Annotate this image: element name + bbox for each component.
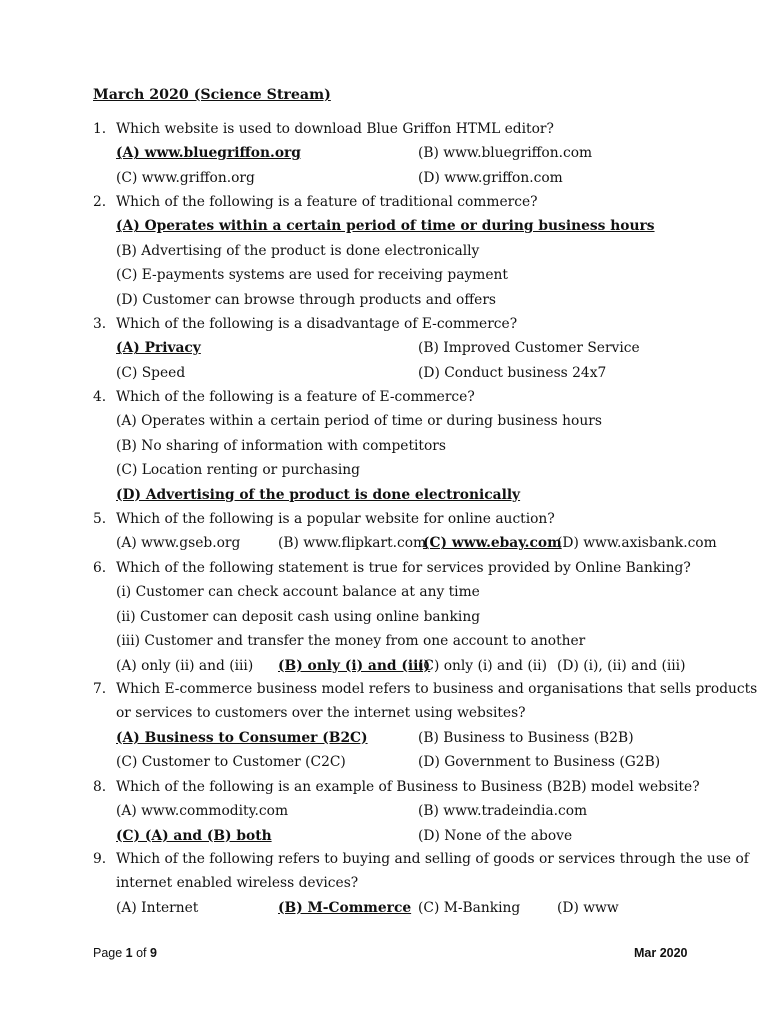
option-c: (C) Customer to Customer (C2C)	[116, 754, 346, 771]
option-a: (A) only (ii) and (iii)	[116, 657, 254, 674]
option-a-answer: (A) Privacy	[116, 340, 201, 357]
option-b: (B) No sharing of information with competitors	[116, 437, 446, 454]
option-a: (A) www.gseb.org	[116, 535, 241, 552]
option-c: (C) only (i) and (ii)	[418, 657, 547, 674]
option-b: (B) www.bluegriffon.com	[418, 145, 593, 162]
option-c-answer: (C) www.ebay.com	[423, 535, 562, 552]
option-b: (B) Business to Business (B2B)	[418, 729, 634, 746]
option-d: (D) Government to Business (G2B)	[418, 754, 661, 771]
question-text: Which E-commerce business model refers to business and organisations that sells products	[116, 681, 758, 697]
option-c-answer: (C) (A) and (B) both	[116, 827, 272, 844]
question-number: 8.	[93, 779, 107, 795]
question-number: 6.	[93, 560, 107, 576]
question-text: Which of the following is a popular website for online auction?	[116, 511, 555, 527]
question-text: Which of the following refers to buying and selling of goods or services through the use of	[116, 851, 749, 867]
question-text: Which of the following is a disadvantage of E-commerce?	[116, 316, 518, 332]
option-c: (C) Speed	[116, 364, 186, 381]
option-b-answer: (B) only (i) and (iii)	[278, 657, 431, 674]
option-a: (A) Operates within a certain period of time or during business hours	[116, 413, 602, 430]
question-text: Which of the following is a feature of traditional commerce?	[116, 194, 538, 210]
option-a-answer: (A) Operates within a certain period of time or during business hours	[116, 218, 655, 235]
question-7	[93, 677, 758, 775]
question-text: Which of the following is an example of Business to Business (B2B) model website?	[116, 779, 700, 795]
option-a-answer: (A) www.bluegriffon.org	[116, 145, 301, 162]
question-text-continued: or services to customers over the internet using websites?	[116, 705, 526, 722]
option-c: (C) Location renting or purchasing	[116, 462, 361, 479]
page-number	[93, 946, 157, 960]
option-d-answer: (D) Advertising of the product is done electronically	[116, 486, 521, 503]
option-a: (A) www.commodity.com	[116, 803, 289, 820]
question-number: 1.	[93, 121, 107, 137]
question-text: Which of the following is a feature of E-commerce?	[116, 389, 475, 405]
option-d: (D) Customer can browse through products and offers	[116, 291, 497, 308]
question-3	[93, 312, 723, 385]
option-a: (A) Internet	[116, 899, 199, 916]
section-heading: March 2020 (Science Stream)	[93, 87, 331, 103]
question-number: 4.	[93, 389, 107, 405]
question-number: 7.	[93, 681, 107, 697]
option-d: (D) www.axisbank.com	[557, 535, 717, 552]
page-of: of	[132, 946, 150, 960]
option-d: (D) Conduct business 24x7	[418, 364, 607, 381]
option-b-answer: (B) M-Commerce	[278, 899, 412, 916]
question-text: Which of the following statement is true for services provided by Online Banking?	[116, 560, 691, 576]
option-c: (C) E-payments systems are used for receiving payment	[116, 267, 508, 284]
page-prefix: Page	[93, 946, 126, 960]
option-d: (D) www	[557, 899, 619, 916]
statement-i: (i) Customer can check account balance at any time	[116, 584, 480, 601]
statement-ii: (ii) Customer can deposit cash using online banking	[116, 608, 481, 625]
question-6	[93, 556, 723, 678]
question-number: 5.	[93, 511, 107, 527]
question-1	[93, 117, 723, 190]
question-number: 3.	[93, 316, 107, 332]
question-text-continued: internet enabled wireless devices?	[116, 875, 359, 892]
option-d: (D) (i), (ii) and (iii)	[557, 657, 686, 674]
option-c: (C) www.griffon.org	[116, 169, 255, 186]
option-b: (B) Improved Customer Service	[418, 340, 640, 357]
option-a-answer: (A) Business to Consumer (B2C)	[116, 729, 368, 746]
footer-date: Mar 2020	[634, 946, 688, 960]
question-number: 2.	[93, 194, 107, 210]
total-pages: 9	[150, 946, 157, 960]
option-c: (C) M-Banking	[418, 899, 521, 916]
question-2	[93, 190, 723, 312]
question-9	[93, 847, 749, 920]
statement-iii: (iii) Customer and transfer the money from one account to another	[116, 633, 586, 650]
option-d: (D) www.griffon.com	[418, 169, 563, 186]
question-5	[93, 507, 723, 556]
option-b: (B) Advertising of the product is done electronically	[116, 242, 480, 259]
question-text: Which website is used to download Blue Griffon HTML editor?	[116, 121, 554, 137]
current-page: 1	[125, 946, 133, 960]
question-8	[93, 775, 723, 848]
question-4	[93, 385, 723, 507]
option-b: (B) www.tradeindia.com	[418, 803, 588, 820]
option-d: (D) None of the above	[418, 827, 573, 844]
question-number: 9.	[93, 851, 107, 867]
option-b: (B) www.flipkart.com	[278, 535, 427, 552]
